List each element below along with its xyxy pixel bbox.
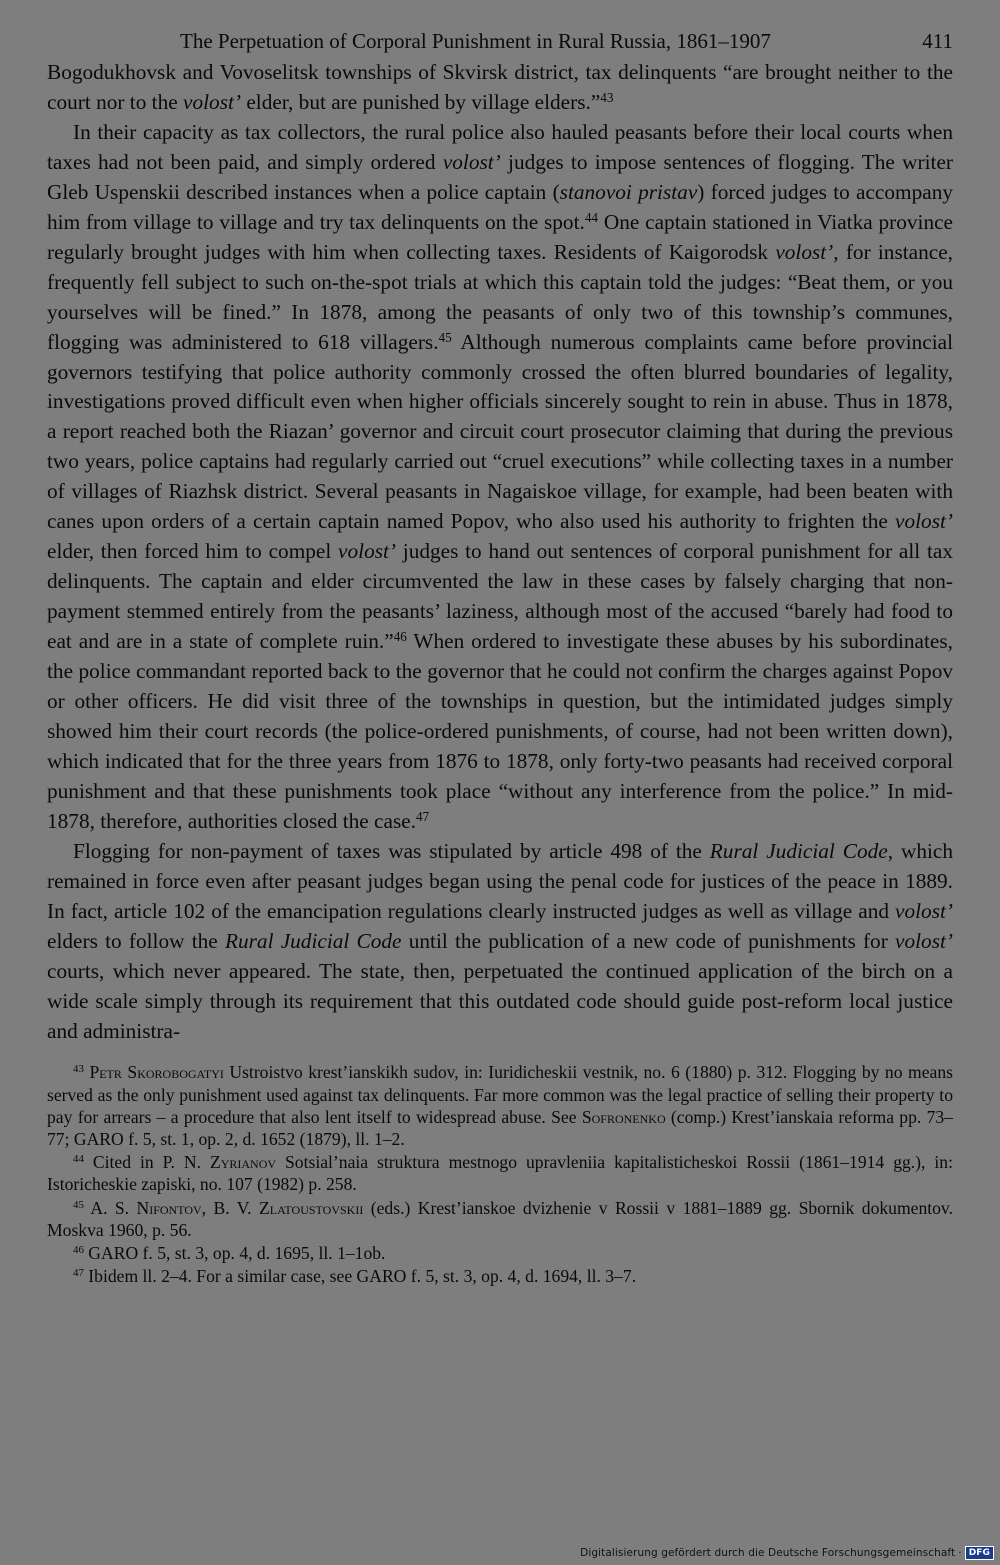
document-page xyxy=(47,26,953,1287)
page-number: 411 xyxy=(922,28,953,53)
footnote-45: $^{45}$ A. S. Nifontov, B. V. Zlatoustovskii (eds.) Krest’ianskoe dvizhenie v Rossii v 1881–1889 gg. Sbornik dokumentov. Moskva 1960, p. 56. xyxy=(47,1197,953,1240)
dfg-logo-icon: DFG xyxy=(965,1546,994,1560)
footnote-ref-43: 43 xyxy=(600,89,614,105)
body-text xyxy=(47,58,953,1046)
footnote-ref-47: 47 xyxy=(416,808,430,824)
footnote-ref-45: 45 xyxy=(438,329,452,345)
dfg-credit: Digitalisierung gefördert durch die Deutsche Forschungsgemeinschaft · DFG xyxy=(580,1546,994,1560)
footnote-46: $^{46}$ GARO f. 5, st. 3, op. 4, d. 1695, ll. 1–1ob. xyxy=(73,1243,386,1264)
dfg-credit-text: Digitalisierung gefördert durch die Deutsche Forschungsgemeinschaft xyxy=(580,1547,956,1559)
running-title: The Perpetuation of Corporal Punishment in Rural Russia, 1861–1907 xyxy=(180,28,771,53)
footnotes xyxy=(47,1061,953,1287)
footnote-43: $^{43}$ Petr Skorobogatyi Ustroistvo krest’ianskikh sudov, in: Iuridicheskii vestnik, no. 6 (1880) p. 312. Flogging by no means served as the only punishment used against tax delinquents. Far more common was the legal practice of selling their property to pay for arrears – a procedure that also lent itself to widespread abuse. See Sofronenko (comp.) Krest’ianskaia reforma pp. 73–77; GARO f. 5, st. 1, op. 2, d. 1652 (1879), ll. 1–2. xyxy=(47,1062,953,1150)
running-header xyxy=(47,26,953,56)
footnote-44: $^{44}$ Cited in P. N. Zyrianov Sotsial’naia struktura mestnogo upravleniia kapitalisticheskoi Rossii (1861–1914 gg.), in: Istoricheskie zapiski, no. 107 (1982) p. 258. xyxy=(47,1152,953,1195)
footnote-47: $^{47}$ Ibidem ll. 2–4. For a similar case, see GARO f. 5, st. 3, op. 4, d. 1694, ll. 3–7. xyxy=(73,1266,637,1287)
paragraph-1: Bogodukhovsk and Vovoselitsk townships of Skvirsk district, tax delinquents “are brought neither to the court nor to the volost’ elder, but are punished by village elders.”$^{43}$ xyxy=(47,60,953,114)
footnote-ref-44: 44 xyxy=(584,209,599,225)
paragraph-2: In their capacity as tax collectors, the rural police also hauled peasants before their local courts when taxes had not been paid, and simply ordered volost’ judges to impose sentences of flogging. The writer Gleb Uspenskii described instances when a police captain (stanovoi pristav) forced judges to accompany him from village to village and try tax delinquents on the spot.$^{44}$ One captain stationed in Viatka province regularly brought judges with him when collecting taxes. Residents of Kaigorodsk volost’, for instance, frequently fell subject to such on-the-spot trials at which this captain told the judges: “Beat them, or you yourselves will be fined.” In 1878, among the peasants of only two of this township’s communes, flogging was administered to 618 villagers.$^{45}$ Although numerous complaints came before provincial governors testifying that police authority commonly crossed the often blurred boundaries of legality, investigations proved difficult even when higher officials sincerely sought to rein in abuse. Thus in 1878, a report reached both the Riazan’ governor and circuit court prosecutor claiming that during the previous two years, police captains had regularly carried out “cruel executions” while collecting taxes in a number of villages of Riazhsk district. Several peasants in Nagaiskoe village, for example, had been beaten with canes upon orders of a certain captain named Popov, who also used his authority to frighten the volost’ elder, then forced him to compel volost’ judges to hand out sentences of corporal punishment for all tax delinquents. The captain and elder circumvented the law in these cases by falsely charging that non-payment stemmed entirely from the peasants’ laziness, although most of the accused “barely had food to eat and are in a state of complete ruin.”$^{46}$ When ordered to investigate these abuses by his subordinates, the police commandant reported back to the governor that he could not confirm the charges against Popov or other officers. He did visit three of the townships in question, but the intimidated judges simply showed him their court records (the police-ordered punishments, of course, had not been written down), which indicated that for the three years from 1876 to 1878, only forty-two peasants had received corporal punishment and that these punishments took place “without any interference from the police.” In mid-1878, therefore, authorities closed the case.$^{47}$ xyxy=(47,119,954,833)
paragraph-3: Flogging for non-payment of taxes was stipulated by article 498 of the Rural Judicial Code, which remained in force even after peasant judges began using the penal code for justices of the peace in 1889. In fact, article 102 of the emancipation regulations clearly instructed judges as well as village and volost’ elders to follow the Rural Judicial Code until the publication of a new code of punishments for volost’ courts, which never appeared. The state, then, perpetuated the continued application of the birch on a wide scale simply through its requirement that this outdated code should guide post-reform local justice and administra- xyxy=(47,838,954,1043)
footnote-ref-46: 46 xyxy=(393,628,407,644)
